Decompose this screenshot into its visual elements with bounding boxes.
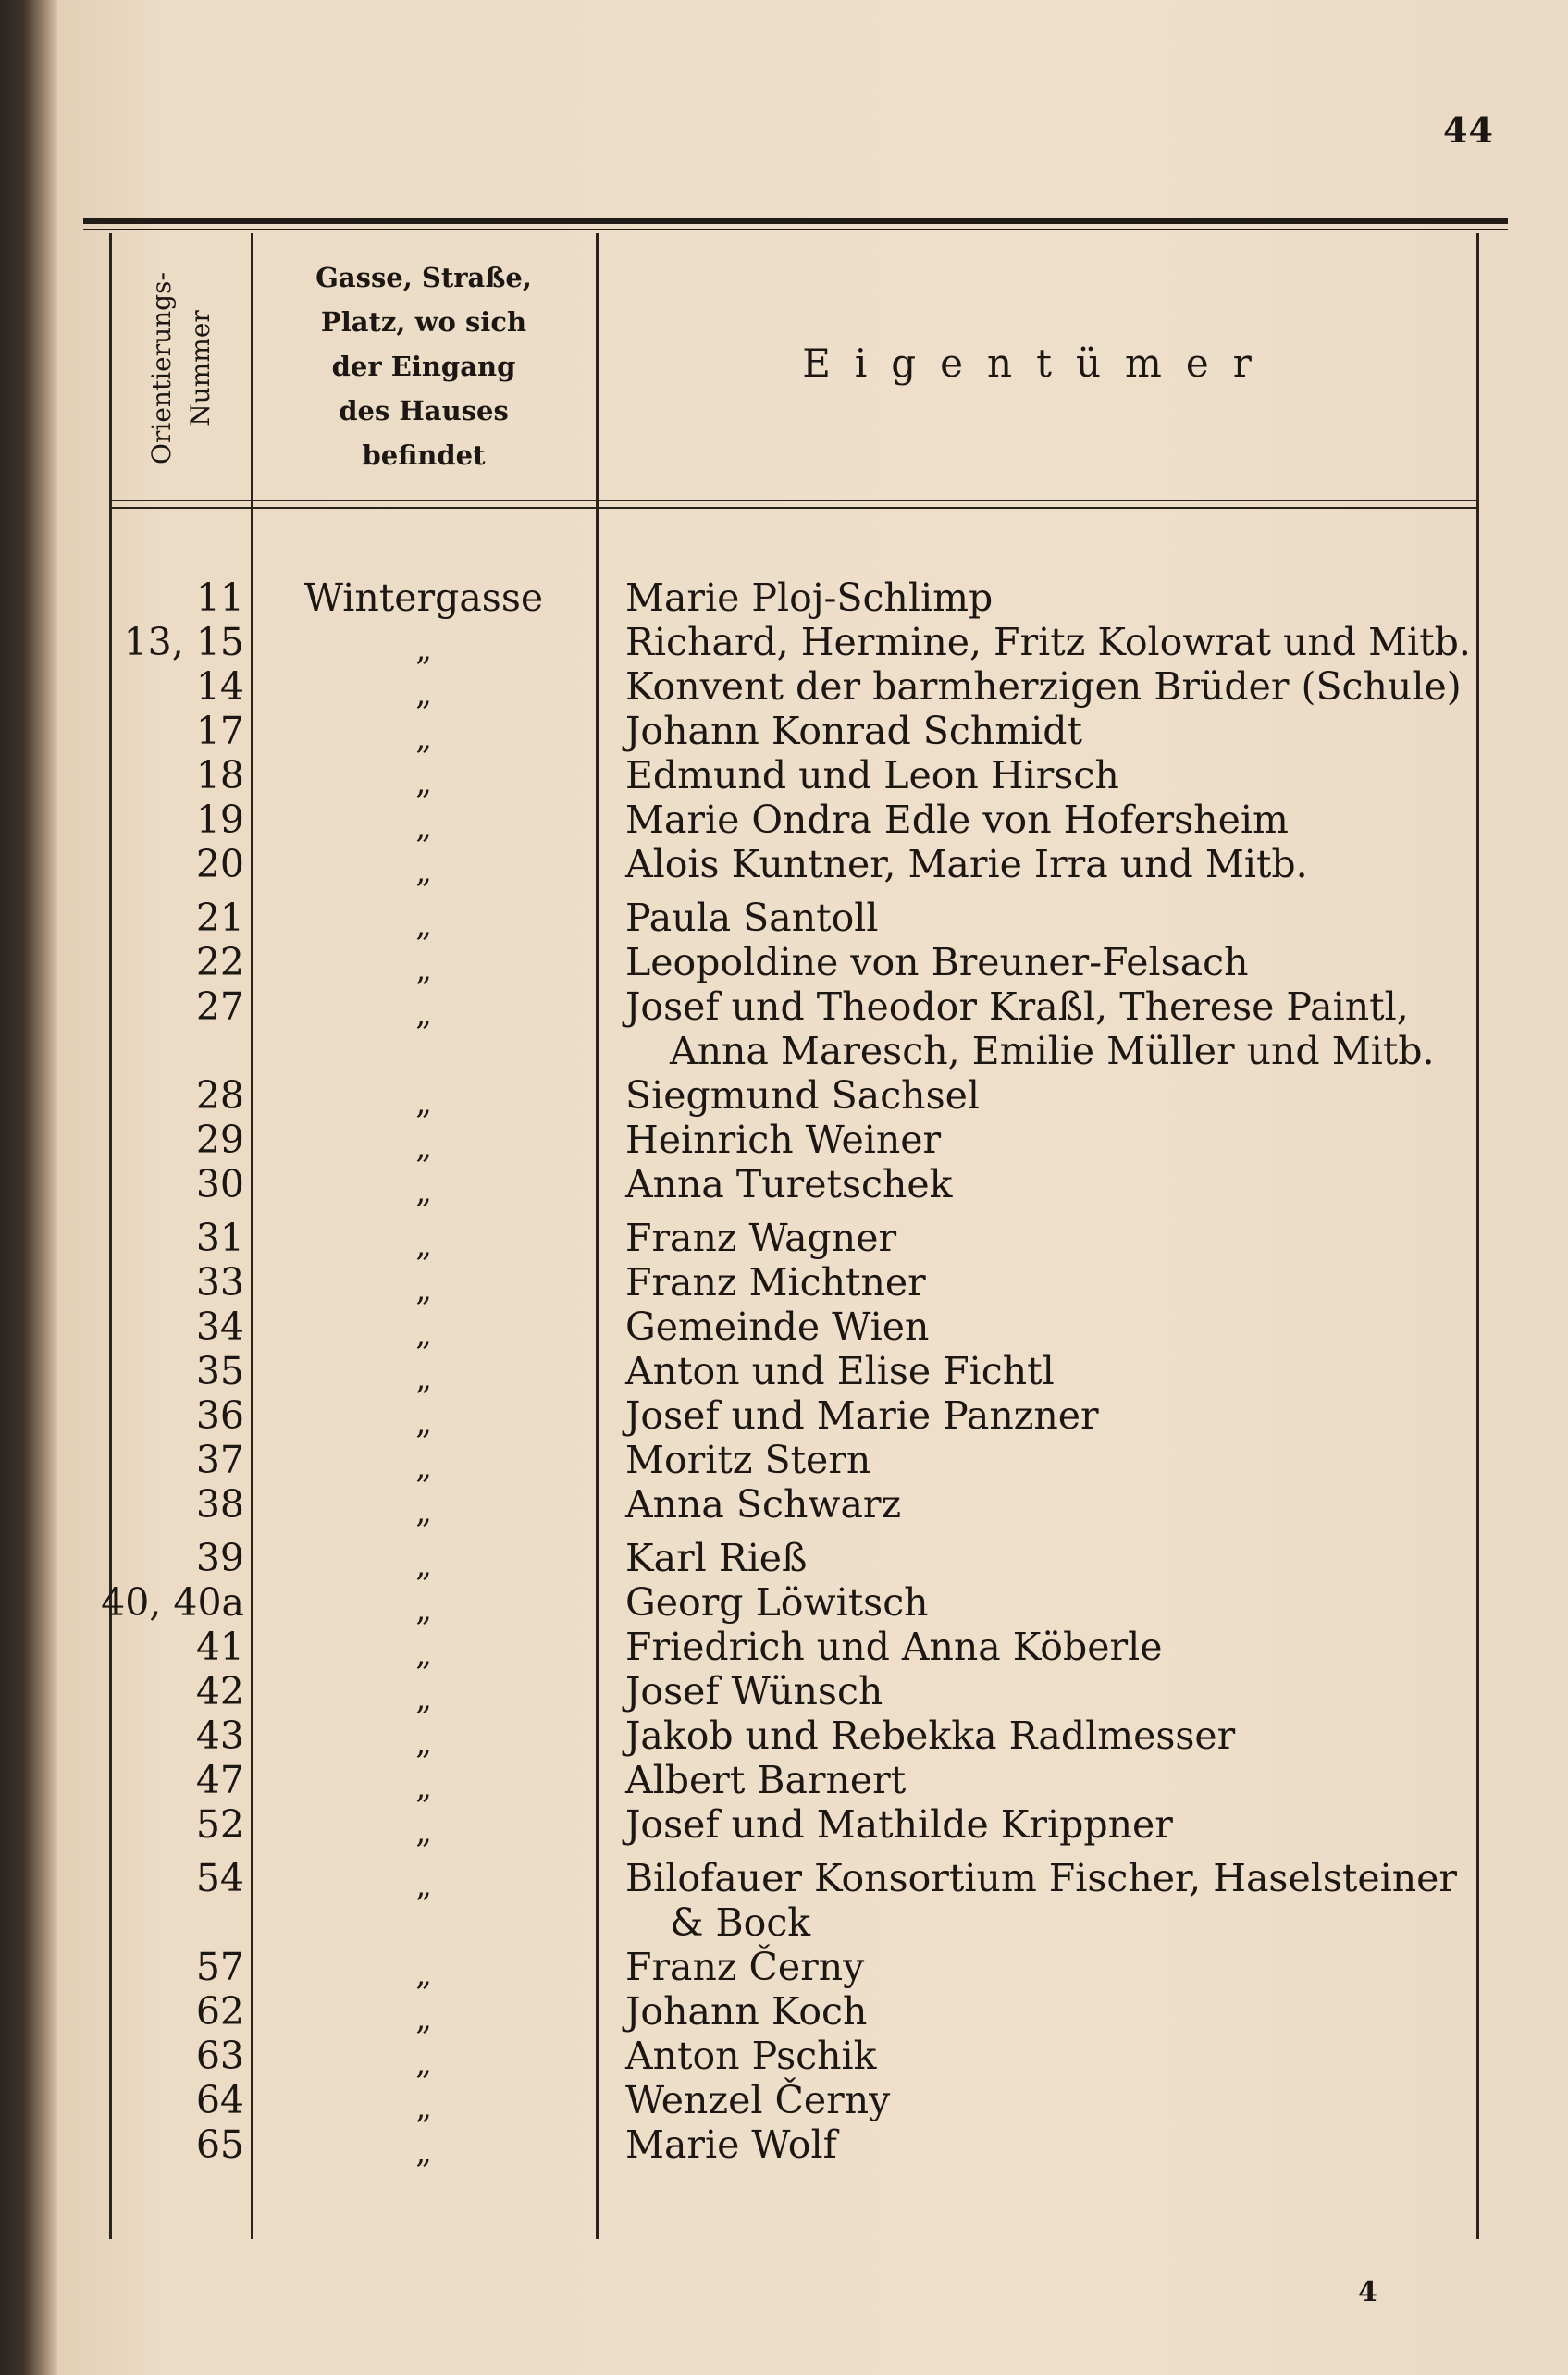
row-street: „: [415, 1084, 432, 1121]
row-street: „: [415, 1404, 432, 1441]
row-owner: Marie Wolf: [625, 2122, 837, 2167]
row-street: „: [415, 907, 432, 944]
row-owner: Anna Schwarz: [625, 1482, 902, 1527]
row-owner: Albert Barnert: [625, 1758, 907, 1802]
row-owner: Bilofauer Konsortium Fischer, Haselsteiner: [625, 1856, 1457, 1900]
row-street: „: [415, 1547, 432, 1584]
row-street: „: [415, 1227, 432, 1264]
row-number: 17: [195, 709, 244, 753]
row-owner: Gemeinde Wien: [625, 1305, 930, 1349]
row-number: 11: [195, 575, 244, 620]
header-owner-column: Eigentümer: [802, 340, 1276, 386]
row-street: „: [415, 1725, 432, 1762]
header-street-line-4: des Hauses: [339, 395, 509, 427]
row-owner: Alois Kuntner, Marie Irra und Mitb.: [625, 842, 1308, 886]
row-number: 63: [195, 2034, 244, 2078]
footer-signature-number: 4: [1358, 2276, 1377, 2308]
row-number: 37: [195, 1438, 244, 1482]
row-number: 13, 15: [123, 620, 244, 664]
row-street: „: [415, 1316, 432, 1353]
row-number: 29: [195, 1118, 244, 1162]
row-owner: Moritz Stern: [625, 1438, 871, 1482]
row-street: „: [415, 1493, 432, 1530]
row-street: „: [415, 764, 432, 801]
row-street: „: [415, 1129, 432, 1166]
row-street: „: [415, 2134, 432, 2171]
row-owner: Wenzel Černy: [625, 2078, 891, 2122]
header-street-line-1: Gasse, Straße,: [315, 262, 532, 293]
row-owner-continuation: & Bock: [670, 1900, 811, 1945]
row-street: Wintergasse: [303, 575, 544, 620]
row-street: „: [415, 675, 432, 712]
row-owner: Johann Konrad Schmidt: [625, 709, 1082, 753]
row-owner: Paula Santoll: [625, 896, 879, 940]
row-street: „: [415, 853, 432, 890]
row-number: 33: [195, 1260, 244, 1305]
header-number-line-2: Nummer: [185, 310, 216, 427]
row-street: „: [415, 1769, 432, 1806]
row-number: 62: [195, 1989, 244, 2034]
header-street-line-5: befindet: [362, 439, 486, 471]
row-street: „: [415, 1813, 432, 1850]
row-number: 30: [195, 1162, 244, 1206]
row-number: 38: [195, 1482, 244, 1527]
row-number: 57: [195, 1945, 244, 1989]
page-number: 44: [1443, 109, 1494, 151]
row-owner: Franz Wagner: [625, 1216, 897, 1260]
row-street: „: [415, 1636, 432, 1673]
row-number: 35: [195, 1349, 244, 1393]
row-number: 54: [195, 1856, 244, 1900]
row-owner: Johann Koch: [625, 1989, 868, 2034]
row-owner: Marie Ploj-Schlimp: [625, 575, 994, 620]
row-owner: Josef und Mathilde Krippner: [625, 1802, 1173, 1847]
row-street: „: [415, 1271, 432, 1308]
row-number: 19: [195, 798, 244, 842]
row-number: 20: [195, 842, 244, 886]
row-owner: Jakob und Rebekka Radlmesser: [625, 1713, 1236, 1758]
row-owner: Karl Rieß: [625, 1536, 808, 1580]
row-street: „: [415, 1449, 432, 1486]
row-number: 18: [195, 753, 244, 798]
header-street-line-3: der Eingang: [331, 351, 516, 382]
row-number: 34: [195, 1305, 244, 1349]
row-number: 39: [195, 1536, 244, 1580]
row-owner: Anton Pschik: [625, 2034, 877, 2078]
row-street: „: [415, 1956, 432, 1993]
row-owner: Siegmund Sachsel: [625, 1073, 980, 1118]
row-street: „: [415, 2045, 432, 2082]
row-number: 64: [195, 2078, 244, 2122]
row-street: „: [415, 1591, 432, 1628]
row-street: „: [415, 2089, 432, 2126]
row-owner: Anna Turetschek: [625, 1162, 953, 1206]
row-number: 52: [195, 1802, 244, 1847]
row-owner: Josef und Marie Panzner: [625, 1393, 1099, 1438]
row-number: 42: [195, 1669, 244, 1713]
header-street-line-2: Platz, wo sich: [320, 306, 527, 338]
row-street: „: [415, 631, 432, 668]
row-owner: Josef Wünsch: [625, 1669, 883, 1713]
row-number: 36: [195, 1393, 244, 1438]
row-number: 40, 40a: [101, 1580, 244, 1625]
row-owner: Anton und Elise Fichtl: [625, 1349, 1055, 1393]
row-street: „: [415, 996, 432, 1033]
row-owner: Josef und Theodor Kraßl, Therese Paintl,: [625, 984, 1409, 1029]
row-number: 65: [195, 2122, 244, 2167]
row-owner: Georg Löwitsch: [625, 1580, 929, 1625]
row-number: 27: [195, 984, 244, 1029]
row-owner: Leopoldine von Breuner-Felsach: [625, 940, 1249, 984]
row-number: 43: [195, 1713, 244, 1758]
row-number: 47: [195, 1758, 244, 1802]
row-street: „: [415, 2000, 432, 2037]
row-owner-continuation: Anna Maresch, Emilie Müller und Mitb.: [670, 1029, 1435, 1073]
row-number: 21: [195, 896, 244, 940]
row-owner: Heinrich Weiner: [625, 1118, 942, 1162]
row-owner: Franz Černy: [625, 1945, 865, 1989]
row-owner: Franz Michtner: [625, 1260, 926, 1305]
row-street: „: [415, 951, 432, 988]
row-street: „: [415, 1680, 432, 1717]
row-street: „: [415, 1360, 432, 1397]
row-number: 41: [195, 1625, 244, 1669]
row-owner: Friedrich und Anna Köberle: [625, 1625, 1163, 1669]
row-street: „: [415, 809, 432, 846]
row-owner: Marie Ondra Edle von Hofersheim: [625, 798, 1289, 842]
row-owner: Konvent der barmherzigen Brüder (Schule): [625, 664, 1462, 709]
row-owner: Richard, Hermine, Fritz Kolowrat und Mitb.: [625, 620, 1471, 664]
row-owner: Edmund und Leon Hirsch: [625, 753, 1119, 798]
row-number: 28: [195, 1073, 244, 1118]
row-street: „: [415, 720, 432, 757]
row-number: 14: [195, 664, 244, 709]
row-number: 31: [195, 1216, 244, 1260]
row-street: „: [415, 1173, 432, 1210]
header-number-line-1: Orientierungs-: [146, 272, 177, 464]
row-number: 22: [195, 940, 244, 984]
row-street: „: [415, 1867, 432, 1904]
